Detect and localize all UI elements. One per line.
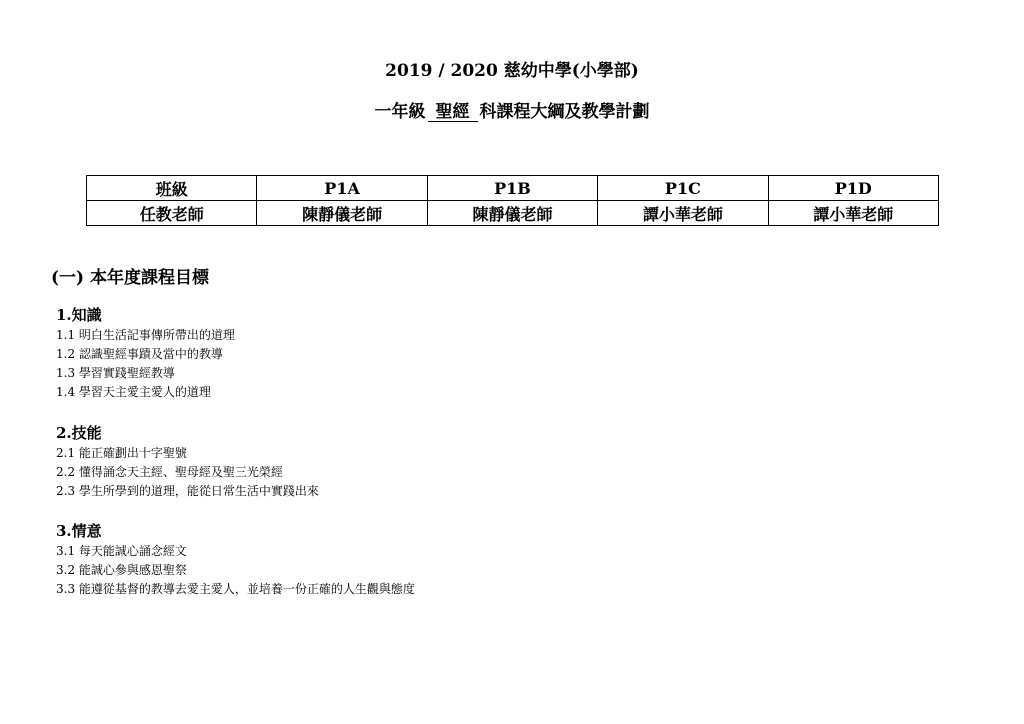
group-heading: 2.技能 xyxy=(56,424,102,442)
list-item: 2.2 懂得誦念天主經、聖母經及聖三光榮經 xyxy=(56,465,283,479)
table-header-row xyxy=(87,176,939,201)
table-cell: P1D xyxy=(768,176,938,201)
group-heading: 3.情意 xyxy=(56,522,102,540)
subject-name: 聖經 xyxy=(428,103,478,122)
list-item: 1.2 認識聖經事蹟及當中的教導 xyxy=(56,347,223,361)
list-item: 2.1 能正確劃出十字聖號 xyxy=(56,446,187,460)
grade-label: 一年級 xyxy=(374,102,426,122)
objective-group-skills xyxy=(56,422,319,501)
table-cell: 譚小華老師 xyxy=(768,201,938,226)
group-heading: 1.知識 xyxy=(56,306,102,324)
list-item: 2.3 學生所學到的道理，能從日常生活中實踐出來 xyxy=(56,484,319,498)
list-item: 1.3 學習實踐聖經教導 xyxy=(56,366,175,380)
table-cell: 班級 xyxy=(87,176,257,201)
table-row xyxy=(87,201,939,226)
list-item: 1.1 明白生活記事傳所帶出的道理 xyxy=(56,328,235,342)
subtitle-suffix: 科課程大綱及教學計劃 xyxy=(479,102,650,122)
table-cell: 任教老師 xyxy=(87,201,257,226)
objective-group-knowledge xyxy=(56,304,235,402)
table-cell: 陳靜儀老師 xyxy=(427,201,597,226)
class-teacher-table xyxy=(86,175,939,226)
table-cell: P1B xyxy=(427,176,597,201)
section-title: (一) 本年度課程目標 xyxy=(51,268,210,288)
list-item: 1.4 學習天主愛主愛人的道理 xyxy=(56,385,211,399)
document-title: 2019 / 2020 慈幼中學(小學部) xyxy=(385,61,639,81)
table-cell: 譚小華老師 xyxy=(598,201,768,226)
list-item: 3.1 每天能誠心誦念經文 xyxy=(56,544,187,558)
table-cell: 陳靜儀老師 xyxy=(257,201,427,226)
table-cell: P1A xyxy=(257,176,427,201)
table-cell: P1C xyxy=(598,176,768,201)
list-item: 3.3 能遵從基督的教導去愛主愛人，並培養一份正確的人生觀與態度 xyxy=(56,582,415,596)
objective-group-attitude xyxy=(56,520,415,599)
document-subtitle xyxy=(0,97,1024,122)
list-item: 3.2 能誠心參與感恩聖祭 xyxy=(56,563,187,577)
